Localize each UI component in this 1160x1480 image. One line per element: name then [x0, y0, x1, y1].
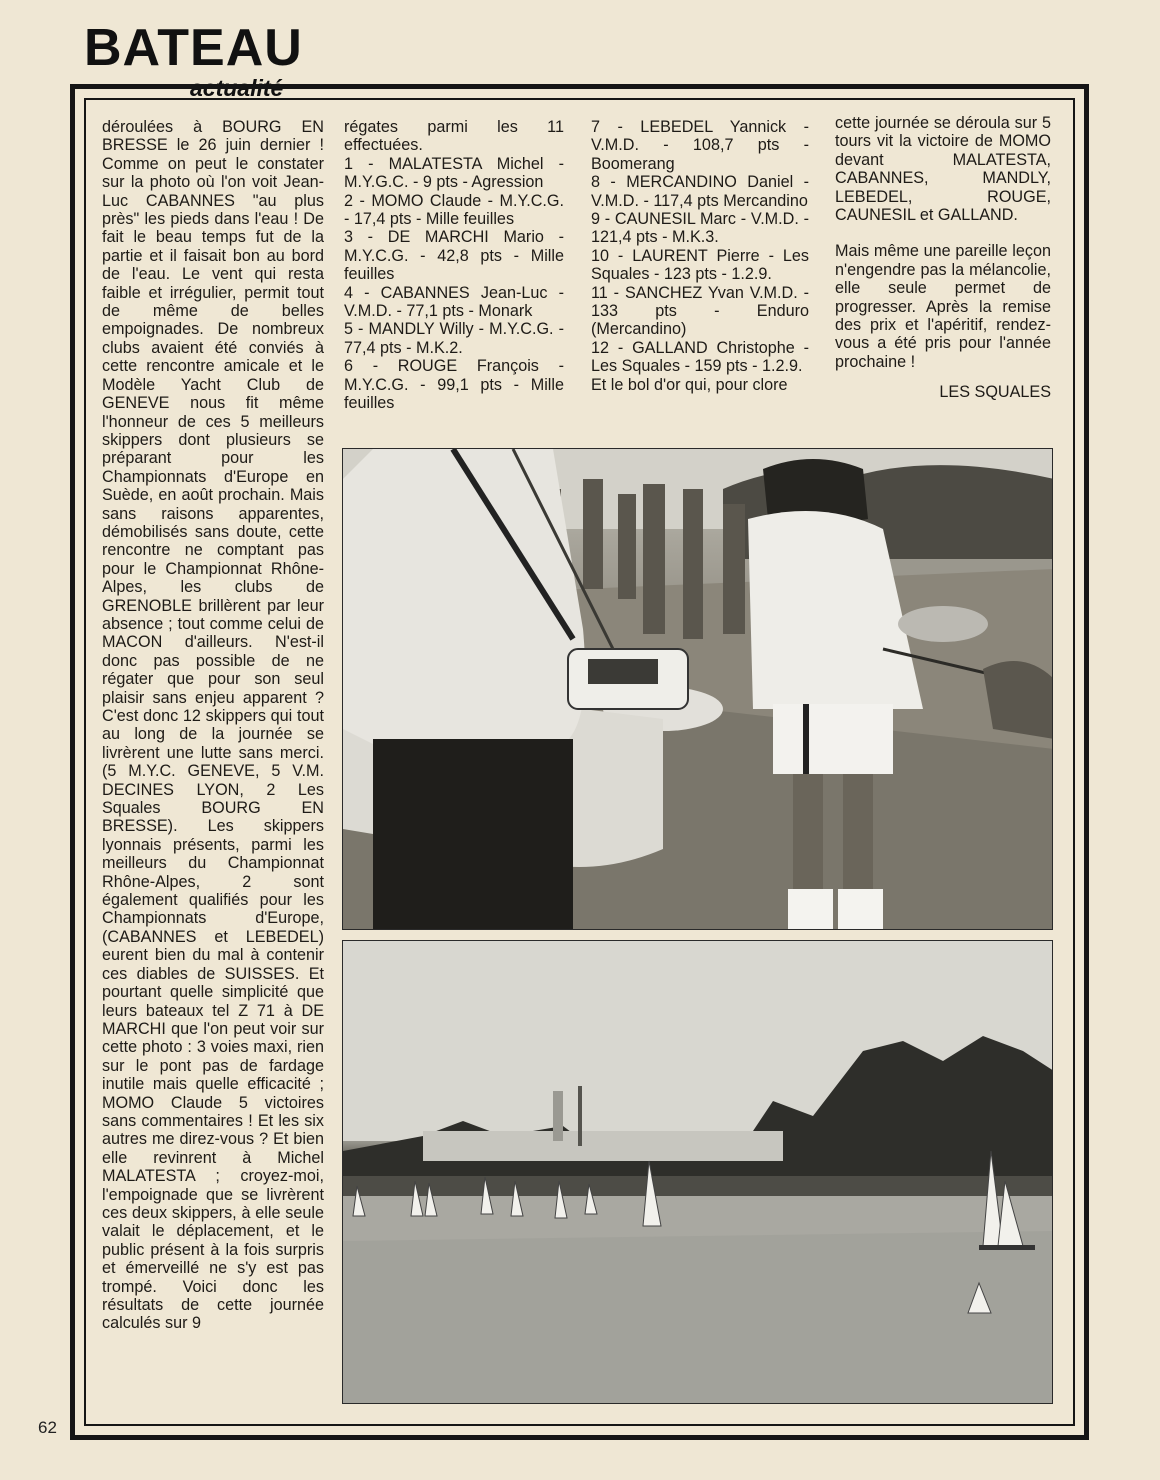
masthead-title: BATEAU: [84, 19, 303, 77]
page-number: 62: [38, 1418, 57, 1437]
result-item: 7 - LEBEDEL Yannick - V.M.D. - 108,7 pts - Boomerang: [591, 118, 809, 173]
result-item: 11 - SANCHEZ Yvan V.M.D. - 133 pts - Enduro (Mercandino): [591, 283, 809, 339]
article-column-2: [344, 118, 564, 413]
bol-dor-paragraph: cette journée se déroula sur 5 tours vit la victoire de MOMO devant MALATESTA, CABANNES, MANDLY, LEBEDEL, ROUGE, CAUNESIL et GALLAND.: [835, 114, 1051, 225]
article-column-4: [835, 114, 1051, 402]
article-column-3: [591, 118, 809, 394]
article-column-1: [102, 118, 324, 1333]
masthead-subtitle: actualité: [190, 75, 284, 101]
bol-dor-intro: Et le bol d'or qui, pour clore: [591, 375, 788, 394]
results-intro: régates parmi les 11 effectuées.: [344, 118, 564, 155]
result-item: 2 - MOMO Claude - M.Y.C.G. - 17,4 pts - Mille feuilles: [344, 191, 564, 229]
result-item: 4 - CABANNES Jean-Luc - V.M.D. - 77,1 pts - Monark: [344, 283, 564, 321]
result-item: 6 - ROUGE François - M.Y.C.G. - 99,1 pts - Mille feuilles: [344, 357, 564, 413]
result-item: 3 - DE MARCHI Mario - M.Y.C.G. - 42,8 pts - Mille feuilles: [344, 228, 564, 284]
photo-regatta-illustration: [343, 941, 1053, 1404]
closing-paragraph: Mais même une pareille leçon n'engendre pas la mélancolie, elle seule permet de progresser. Après la remise des prix et l'apéritif, rendez-vous a été pris pour l'année prochaine !: [835, 242, 1051, 371]
photo-skippers-on-shore: [342, 448, 1053, 930]
photo-model-yachts-race: [342, 940, 1053, 1404]
result-item: 1 - MALATESTA Michel - M.Y.G.C. - 9 pts - Agression: [344, 154, 564, 192]
result-item: 8 - MERCANDINO Daniel - V.M.D. - 117,4 pts Mercandino: [591, 173, 809, 210]
article-body-text: déroulées à BOURG EN BRESSE le 26 juin dernier ! Comme on peut le constater sur la photo où l'on voit Jean-Luc CABANNES "au plus près" les pieds dans l'eau ! De fait le beau temps fut de la partie et il faisait bon au bord de l'eau. Le vent qui resta faible et irrégulier, permit tout de même de belles empoignades. De nombreux clubs avaient été conviés à cette rencontre amicale et le Modèle Yacht Club de GENEVE nous fit même l'honneur de ces 5 meilleurs skippers dont plusieurs se préparant pour les Championnats d'Europe en Suède, en août prochain. Mais sans raisons apparentes, démobilisés sans doute, cette rencontre ne comptant pas pour le Championnat Rhône-Alpes, les clubs de GRENOBLE brillèrent par leur absence ; tout comme celui de MACON d'ailleurs. N'est-il donc pas possible de ne régater que pour son seul plaisir sans enjeu apparent ? C'est donc 12 skippers qui tout au long de la journée se livrèrent une lutte sans merci. (5 M.Y.C. GENEVE, 5 V.M. DECINES LYON, 2 Les Squales BOURG EN BRESSE). Les skippers lyonnais présents, parmi les meilleurs du Championnat Rhône-Alpes, 2 sont également qualifiés pour les Championnats d'Europe, (CABANNES et LEBEDEL) eurent bien du mal à contenir ces diables de SUISSES. Et pourtant quelle simplicité que leurs bateaux tel Z 71 à DE MARCHI que l'on peut voir sur cette photo : 3 voies maxi, rien sur le pont pas de fardage inutile mais quelle efficacité ; MOMO Claude 5 victoires sans commentaires ! Et les six autres me direz-vous ? Et bien elle revinrent à Michel MALATESTA ; croyez-moi, l'empoignade que se livrèrent ces deux skippers, à elle seule valait le déplacement, et le public présent à la fois surpris et émerveillé ne s'y est pas trompé. Voici donc les résultats de cette journée calculés sur 9: [102, 118, 324, 1333]
result-item: 12 - GALLAND Christophe - Les Squales - 159 pts - 1.2.9.: [591, 338, 809, 376]
result-item: 10 - LAURENT Pierre - Les Squales - 123 pts - 1.2.9.: [591, 246, 809, 284]
article-signature: LES SQUALES: [939, 383, 1051, 402]
result-item: 9 - CAUNESIL Marc - V.M.D. - 121,4 pts - M.K.3.: [591, 210, 809, 247]
photo-skippers-illustration: [343, 449, 1053, 930]
result-item: 5 - MANDLY Willy - M.Y.C.G. - 77,4 pts - M.K.2.: [344, 320, 564, 357]
